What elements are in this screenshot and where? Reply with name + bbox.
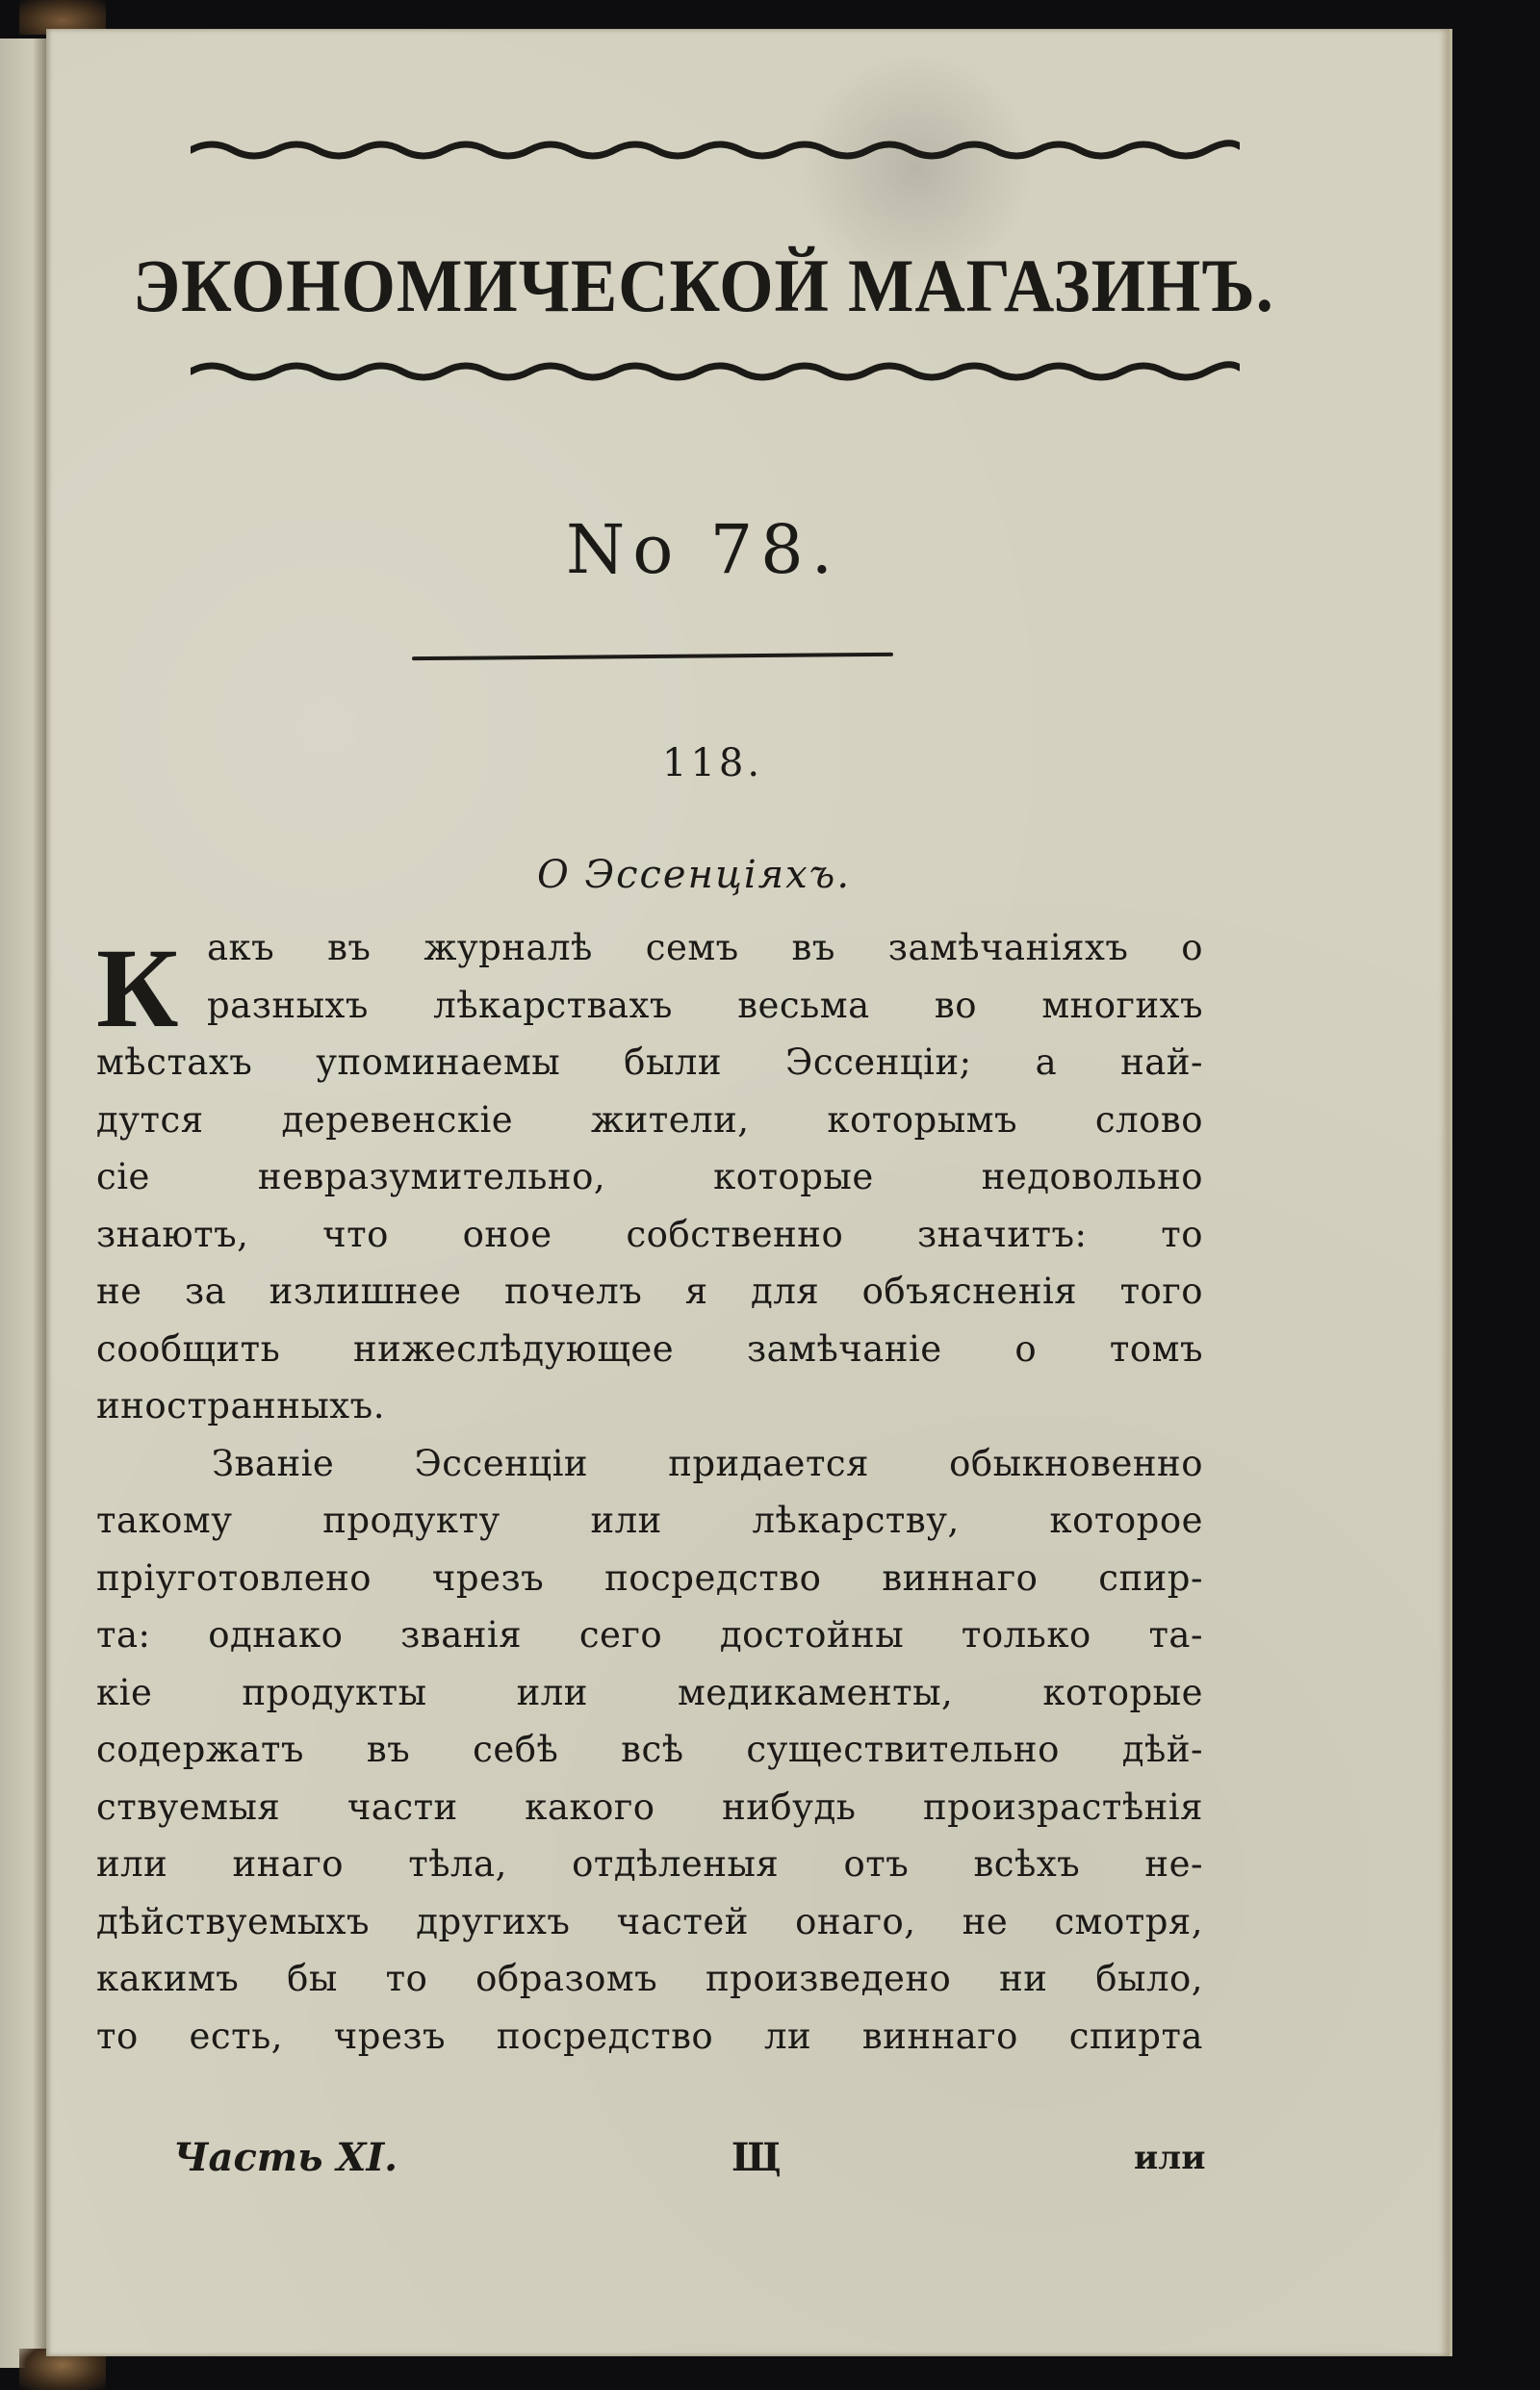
text-line: сообщить нижеслѣдующее замѣчанiе о томъ: [96, 1327, 1203, 1370]
text-line: сiе невразумительно, которые недовольно: [96, 1156, 1203, 1197]
drop-cap: К: [96, 925, 179, 1051]
ornament-border-bottom: [191, 356, 1240, 385]
text-line: не за излишнее почелъ я для объясненiя того: [96, 1271, 1203, 1312]
issue-number: No 78.: [566, 510, 840, 589]
text-line: такому продукту или лѣкарству, которое: [96, 1500, 1203, 1541]
text-line: или инаго тѣла, отдѣленыя отъ всѣхъ не-: [96, 1843, 1203, 1885]
part-label: Часть XI.: [173, 2135, 398, 2180]
text-line: ствуемыя части какого нибудь произрастѣнiя: [96, 1786, 1203, 1828]
text-line: дутся деревенскiе жители, которымъ слово: [96, 1098, 1203, 1141]
catchword: или: [1134, 2139, 1206, 2177]
text-line: знаютъ, что оное собственно значитъ: то: [96, 1213, 1203, 1255]
horizontal-rule: [412, 653, 893, 660]
text-line: кiе продукты или медикаменты, которые: [96, 1671, 1203, 1713]
facing-page-edge: [0, 39, 46, 2368]
text-line: то есть, чрезъ посредство ли виннаго спирта: [96, 2015, 1203, 2057]
journal-title: ЭКОНОМИЧЕСКОЙ МАГАЗИНЪ.: [133, 244, 1274, 327]
article-title: О Эссенцiяхъ.: [537, 853, 852, 897]
text-line: Званiе Эссенцiи придается обыкновенно: [212, 1442, 1203, 1484]
article-number: 118.: [662, 741, 764, 785]
article-body: [96, 919, 1203, 2065]
text-line: прiуготовлено чрезъ посредство виннаго спир-: [96, 1556, 1203, 1599]
signature-mark: Щ: [732, 2135, 782, 2180]
text-line: дѣйствуемыхъ другихъ частей онаго, не смотря,: [96, 1900, 1203, 1942]
text-line: содержатъ въ себѣ всѣ существительно дѣй-: [96, 1729, 1203, 1770]
ornament-border-top: [191, 133, 1240, 162]
vine-ornament-icon: [191, 133, 1240, 162]
text-line: акъ въ журналѣ семъ въ замѣчанiяхъ о: [207, 927, 1203, 968]
text-line: та: однако званiя сего достойны только та-: [96, 1614, 1203, 1656]
text-line: мѣстахъ упоминаемы были Эссенцiи; а най-: [96, 1041, 1203, 1083]
book-page: [46, 29, 1452, 2356]
text-line: разныхъ лѣкарствахъ весьма во многихъ: [207, 984, 1203, 1026]
text-line: иностранныхъ.: [96, 1385, 385, 1426]
text-line: какимъ бы то образомъ произведено ни было,: [96, 1958, 1203, 1999]
vine-ornament-icon: [191, 356, 1240, 385]
